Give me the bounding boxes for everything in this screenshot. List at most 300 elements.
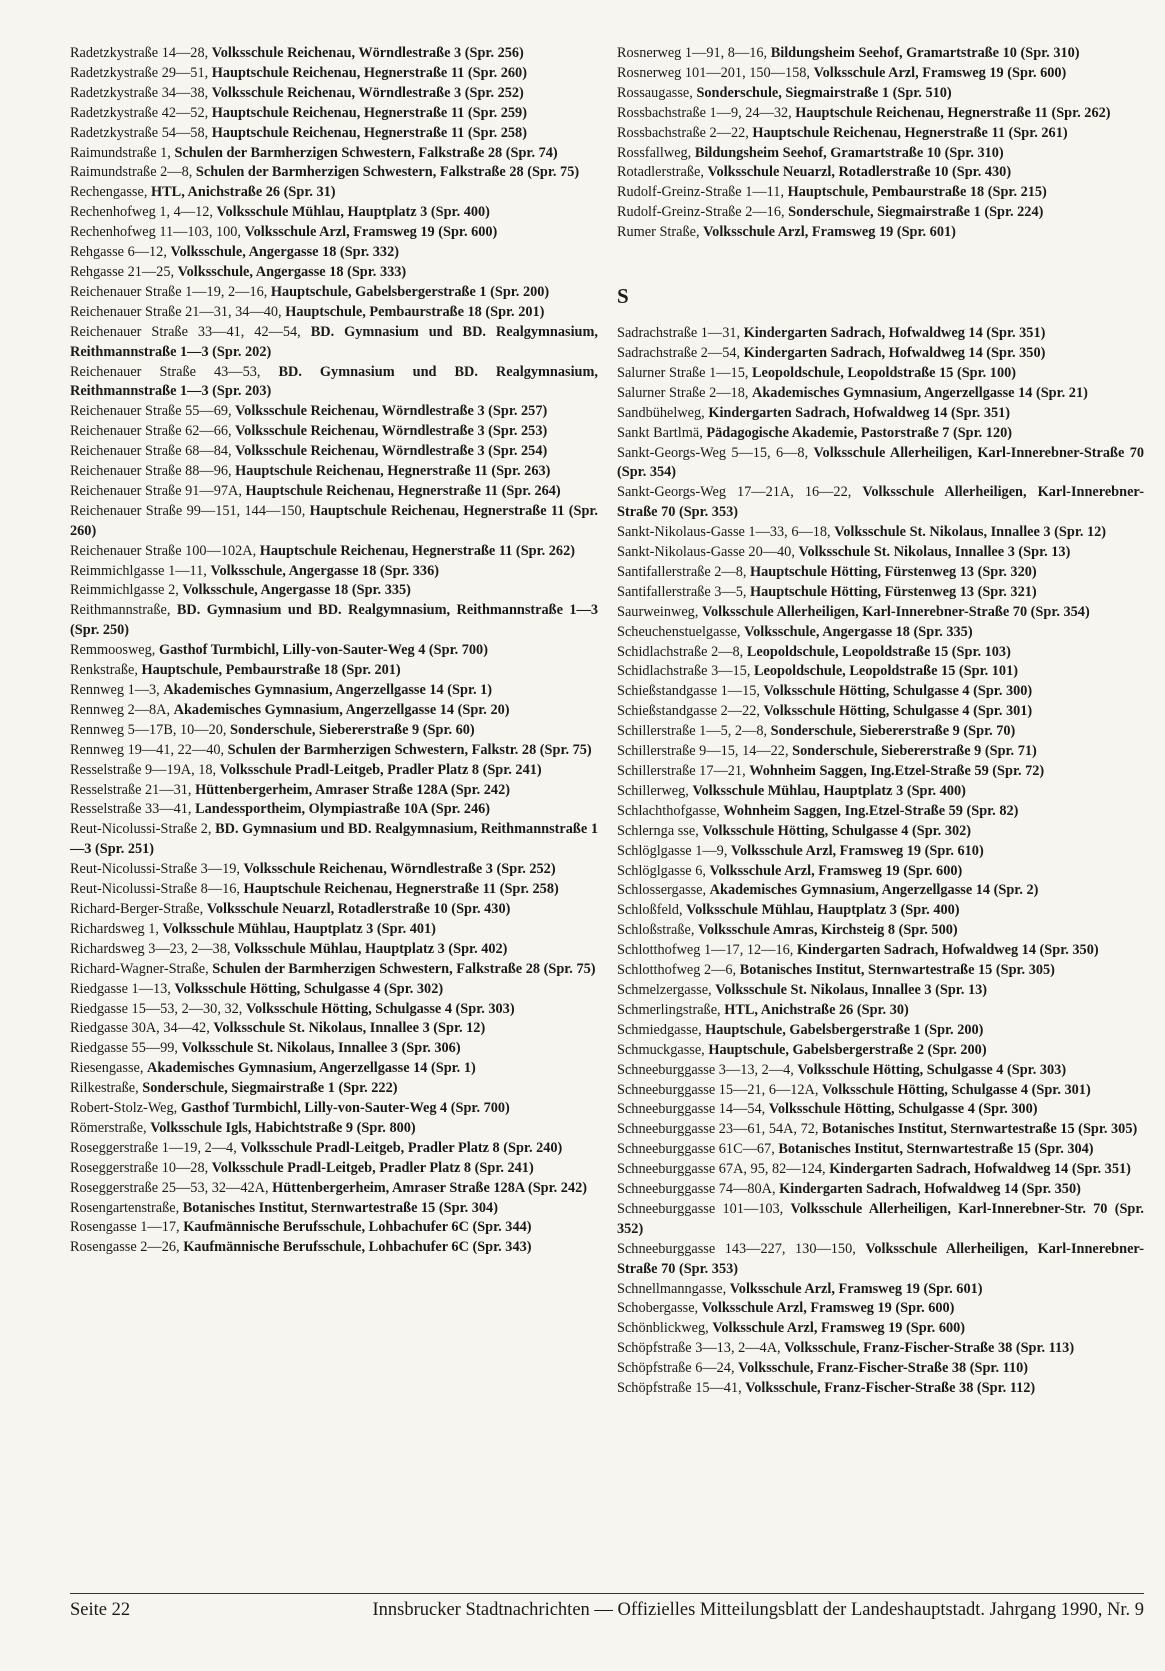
directory-entry [70,900,598,920]
entry-street: Radetzkystraße 14—28, [70,45,209,61]
entry-street: Schidlachstraße 3—15, [617,663,751,680]
entry-school: Hauptschule Reichenau, Hegnerstraße 11 (Spr. 260) [70,502,599,539]
entry-school: Volksschule Arzl, Framsweg 19 (Spr. 601) [703,224,956,241]
entry-school: Volksschule Allerheiligen, Karl-Innerebner-Straße 70 (Spr. 353) [617,484,1145,521]
entry-school: Hauptschule Reichenau, Hegnerstraße 11 (Spr. 262) [795,104,1111,121]
directory-entry [617,1359,1144,1379]
entry-school: Volksschule, Franz-Fischer-Straße 38 (Spr. 113) [784,1340,1075,1357]
directory-entry [617,324,1144,344]
entry-street: Rehgasse 21—25, [70,263,175,280]
entry-school: Volksschule Hötting, Schulgasse 4 (Spr. 302) [702,822,972,839]
directory-entry [70,601,598,641]
directory-entry [617,842,1144,862]
directory-entry [70,283,598,303]
entry-school: Leopoldschule, Leopoldstraße 15 (Spr. 100) [752,364,1017,381]
directory-entry [617,722,1144,742]
entry-school: Volksschule Hötting, Schulgasse 4 (Spr. 303) [245,1000,515,1017]
entry-school: Volksschule St. Nikolaus, Innallee 3 (Spr. 306) [181,1040,461,1057]
entry-school: Volksschule Reichenau, Wörndlestraße 3 (Spr. 253) [235,423,548,440]
directory-entry [617,643,1144,663]
directory-entry [70,64,598,84]
entry-street: Scheuchenstuelgasse, [617,623,741,640]
directory-entry [70,1119,598,1139]
entry-school: Kindergarten Sadrach, Hofwaldweg 14 (Spr. 350) [796,942,1099,959]
entry-street: Rossfallweg, [617,144,692,161]
entry-school: Schulen der Barmherzigen Schwestern, Falkstraße 28 (Spr. 75) [212,960,596,977]
entry-street: Renkstraße, [70,662,138,679]
entry-street: Roseggerstraße 25—53, 32—42A, [70,1179,269,1196]
entry-school: Hüttenbergerheim, Amraser Straße 128A (Spr. 242) [272,1179,588,1196]
entry-school: Volksschule Neuarzl, Rotadlerstraße 10 (Spr. 430) [707,164,1012,181]
entry-street: Rossaugasse, [617,84,693,101]
entry-school: Volksschule Arzl, Framsweg 19 (Spr. 601) [729,1280,983,1297]
directory-entry [70,223,598,243]
directory-entry [70,681,598,701]
entry-school: HTL, Anichstraße 26 (Spr. 31) [151,184,336,201]
entry-school: Hauptschule, Pembaurstraße 18 (Spr. 201) [285,303,545,320]
entry-school: Volksschule Arzl, Framsweg 19 (Spr. 600) [701,1300,955,1317]
entry-street: Radetzkystraße 29—51, [70,64,209,81]
directory-entry [617,941,1144,961]
directory-entry [70,721,598,741]
entry-school: Hauptschule Reichenau, Hegnerstraße 11 (Spr. 260) [211,64,527,81]
entry-school: Volksschule Allerheiligen, Karl-Innerebner-Straße 70 (Spr. 354) [701,603,1090,620]
entry-school: Volksschule Hötting, Schulgasse 4 (Spr. 301) [763,703,1033,720]
entry-street: Salurner Straße 1—15, [617,364,749,381]
entry-street: Schlöglgasse 6, [617,862,706,879]
entry-street: Schmelzergasse, [617,981,712,998]
entry-street: Reichenauer Straße 62—66, [70,423,232,440]
entry-street: Salurner Straße 2—18, [617,384,749,401]
directory-entry [617,124,1144,144]
entry-school: Volksschule St. Nikolaus, Innallee 3 (Spr. 12) [834,524,1107,541]
entry-street: Reichenauer Straße 1—19, 2—16, [70,283,268,300]
entry-street: Rechengasse, [70,184,148,201]
entry-school: Hauptschule, Pembaurstraße 18 (Spr. 215) [787,184,1047,201]
entry-school: Leopoldschule, Leopoldstraße 15 (Spr. 103) [746,643,1011,660]
entry-school: Kindergarten Sadrach, Hofwaldweg 14 (Spr. 351) [829,1161,1131,1178]
directory-entry [70,303,598,323]
directory-entry [617,1280,1144,1300]
entry-school: Landessportheim, Olympiastraße 10A (Spr. 246) [195,801,491,818]
directory-entry [617,1240,1144,1280]
entry-school: Kindergarten Sadrach, Hofwaldweg 14 (Spr. 350) [779,1181,1081,1198]
entry-school: Volksschule Pradl-Leitgeb, Pradler Platz 8 (Spr. 241) [211,1159,534,1176]
entry-street: Reichenauer Straße 88—96, [70,463,232,480]
entry-school: Volksschule St. Nikolaus, Innallee 3 (Spr. 13) [798,544,1071,561]
entry-school: Leopoldschule, Leopoldstraße 15 (Spr. 101) [753,663,1018,680]
directory-entry [70,84,598,104]
entry-school: Hauptschule Hötting, Fürstenweg 13 (Spr. 320) [750,563,1037,580]
entry-street: Reichenauer Straße 68—84, [70,443,232,460]
entry-street: Schillerstraße 1—5, 2—8, [617,723,768,740]
directory-entry [617,1200,1144,1240]
entry-street: Sadrachstraße 1—31, [617,325,741,342]
entry-street: Schloßstraße, [617,922,695,939]
entry-street: Reichenauer Straße 21—31, 34—40, [70,303,282,320]
entry-street: Schneeburggasse 61C—67, [617,1141,775,1158]
entry-school: BD. Gymnasium und BD. Realgymnasium, Reithmannstraße 1—3 (Spr. 202) [70,323,598,360]
entry-street: Sankt Bartlmä, [617,424,703,441]
entry-school: Gasthof Turmbichl, Lilly-von-Sauter-Weg 4 (Spr. 700) [158,642,488,659]
entry-street: Radetzkystraße 42—52, [70,104,209,121]
entry-street: Riedgasse 1—13, [70,980,171,997]
entry-street: Rennweg 19—41, 22—40, [70,741,225,758]
directory-entry [70,144,598,164]
directory-entry [617,563,1144,583]
entry-school: Volksschule Mühlau, Hauptplatz 3 (Spr. 402) [234,940,508,957]
directory-entry [617,921,1144,941]
entry-school: Volksschule, Angergasse 18 (Spr. 333) [177,263,407,280]
directory-entry [617,802,1144,822]
entry-street: Reimmichlgasse 1—11, [70,562,207,579]
entry-school: Volksschule, Angergasse 18 (Spr. 335) [744,623,973,640]
entry-school: Volksschule Arzl, Framsweg 19 (Spr. 600) [244,224,498,241]
directory-entry [617,364,1144,384]
directory-entry [617,1041,1144,1061]
directory-entry [70,462,598,482]
entry-street: Robert-Stolz-Weg, [70,1100,178,1117]
directory-entry [617,1299,1144,1319]
directory-entry [70,940,598,960]
entry-street: Schobergasse, [617,1300,699,1317]
directory-entry [617,444,1144,484]
directory-entry [70,920,598,940]
entry-school: BD. Gymnasium und BD. Realgymnasium, Reithmannstraße 1—3 (Spr. 203) [70,363,598,400]
directory-entry [617,901,1144,921]
entry-street: Reut-Nicolussi-Straße 8—16, [70,881,240,898]
entry-school: Kindergarten Sadrach, Hofwaldweg 14 (Spr. 351) [743,325,1046,342]
directory-entry [617,543,1144,563]
directory-entry [70,641,598,661]
directory-entry [70,741,598,761]
entry-street: Riesengasse, [70,1060,144,1077]
entry-street: Schlachthofgasse, [617,802,720,819]
entry-street: Schmuckgasse, [617,1041,705,1058]
directory-entry [70,860,598,880]
entry-school: Schulen der Barmherzigen Schwestern, Falkstraße 28 (Spr. 74) [174,144,558,161]
directory-entry [70,1139,598,1159]
entry-school: Volksschule, Angergasse 18 (Spr. 332) [170,244,399,261]
entry-school: Hauptschule Reichenau, Hegnerstraße 11 (Spr. 263) [235,463,551,480]
entry-school: BD. Gymnasium und BD. Realgymnasium, Reithmannstraße 1—3 (Spr. 250) [70,602,598,639]
entry-street: Schießstandgasse 1—15, [617,683,760,700]
directory-entry [617,1160,1144,1180]
entry-street: Rumer Straße, [617,224,700,241]
directory-entry [617,1081,1144,1101]
entry-street: Remmoosweg, [70,642,156,659]
directory-entry [70,363,598,403]
directory-entry [70,124,598,144]
entry-school: Volksschule, Franz-Fischer-Straße 38 (Spr. 110) [738,1360,1029,1377]
entry-street: Reichenauer Straße 91—97A, [70,482,242,499]
directory-entry [70,1059,598,1079]
entry-school: Volksschule Allerheiligen, Karl-Innerebner-Straße 70 (Spr. 354) [617,444,1144,481]
directory-entry [70,163,598,183]
entry-school: BD. Gymnasium und BD. Realgymnasium, Reithmannstraße 1—3 (Spr. 251) [70,821,599,858]
entry-street: Schöpfstraße 15—41, [617,1380,742,1397]
directory-entry [617,523,1144,543]
directory-entry [617,981,1144,1001]
entry-street: Reithmannstraße, [70,602,171,619]
right-column [617,44,1144,1399]
entry-street: Sankt-Nikolaus-Gasse 1—33, 6—18, [617,524,831,541]
directory-entry [70,980,598,1000]
entry-street: Richardsweg 3—23, 2—38, [70,940,231,957]
entry-street: Schillerweg, [617,782,689,799]
directory-entry [70,402,598,422]
directory-entry [617,822,1144,842]
directory-entry [617,483,1144,523]
directory-entry [617,64,1144,84]
entry-school: Kaufmännische Berufsschule, Lohbachufer 6C (Spr. 344) [183,1219,532,1236]
directory-entry [617,104,1144,124]
directory-entry [70,1159,598,1179]
entry-school: Volksschule Arzl, Framsweg 19 (Spr. 600) [813,64,1067,81]
entry-school: Volksschule Reichenau, Wörndlestraße 3 (Spr. 252) [211,84,524,101]
section-letter: S [617,284,629,309]
entry-school: Volksschule, Franz-Fischer-Straße 38 (Spr. 112) [745,1380,1036,1397]
directory-entry [617,1100,1144,1120]
entry-street: Rotadlerstraße, [617,164,704,181]
directory-entry [70,880,598,900]
entry-street: Schneeburggasse 14—54, [617,1101,766,1118]
directory-entry [617,881,1144,901]
right-column-s-entries [617,324,1144,1399]
entry-street: Sankt-Georgs-Weg 17—21A, 16—22, [617,484,852,501]
entry-street: Rehgasse 6—12, [70,244,167,261]
entry-school: Volksschule Pradl-Leitgeb, Pradler Platz 8 (Spr. 241) [219,761,542,778]
entry-school: Sonderschule, Siebererstraße 9 (Spr. 71) [792,743,1037,760]
entry-street: Schneeburggasse 143—227, 130—150, [617,1240,856,1257]
entry-school: Kindergarten Sadrach, Hofwaldweg 14 (Spr. 350) [743,344,1046,361]
entry-street: Resselstraße 21—31, [70,781,192,798]
entry-street: Santifallerstraße 2—8, [617,563,747,580]
directory-entry [617,1140,1144,1160]
entry-street: Richardsweg 1, [70,920,159,937]
entry-street: Reimmichlgasse 2, [70,582,179,599]
entry-school: Akademisches Gymnasium, Angerzellgasse 14 (Spr. 1) [163,682,493,698]
directory-entry [70,104,598,124]
entry-street: Rennweg 5—17B, 10—20, [70,721,227,738]
entry-street: Schneeburggasse 15—21, 6—12A, [617,1081,819,1098]
directory-entry [617,163,1144,183]
entry-school: Sonderschule, Siebererstraße 9 (Spr. 60) [230,721,475,738]
entry-school: Hauptschule, Gabelsbergerstraße 1 (Spr. 200) [705,1021,984,1038]
directory-entry [617,203,1144,223]
entry-school: Schulen der Barmherzigen Schwestern, Falkstr. 28 (Spr. 75) [227,741,592,758]
entry-school: Volksschule Hötting, Schulgasse 4 (Spr. 300) [763,683,1033,700]
entry-school: Kindergarten Sadrach, Hofwaldweg 14 (Spr. 351) [708,404,1011,421]
directory-entry [70,243,598,263]
directory-entry [617,384,1144,404]
directory-entry [70,542,598,562]
directory-entry [617,1001,1144,1021]
entry-school: HTL, Anichstraße 26 (Spr. 30) [724,1001,909,1018]
entry-school: Volksschule St. Nikolaus, Innallee 3 (Spr. 13) [715,981,988,998]
entry-school: Sonderschule, Siegmairstraße 1 (Spr. 224) [788,204,1044,221]
entry-school: Hauptschule, Gabelsbergerstraße 2 (Spr. 200) [708,1041,987,1058]
directory-entry [617,623,1144,643]
entry-street: Schlotthofweg 1—17, 12—16, [617,942,794,959]
entry-school: Volksschule Reichenau, Wörndlestraße 3 (Spr. 254) [235,443,548,460]
directory-entry [617,682,1144,702]
entry-street: Reichenauer Straße 55—69, [70,403,232,420]
entry-street: Schöpfstraße 6—24, [617,1360,735,1377]
entry-school: Volksschule Pradl-Leitgeb, Pradler Platz 8 (Spr. 240) [240,1139,563,1156]
entry-school: Wohnheim Saggen, Ing.Etzel-Straße 59 (Spr. 72) [749,763,1045,779]
entry-school: Hüttenbergerheim, Amraser Straße 128A (Spr. 242) [195,781,510,798]
entry-school: Botanisches Institut, Sternwartestraße 15 (Spr. 305) [822,1121,1138,1138]
entry-street: Reut-Nicolussi-Straße 2, [70,821,212,838]
entry-school: Akademisches Gymnasium, Angerzellgasse 14 (Spr. 21) [752,384,1088,401]
directory-entry [617,183,1144,203]
entry-street: Schöpfstraße 3—13, 2—4A, [617,1340,781,1357]
entry-school: Volksschule Hötting, Schulgasse 4 (Spr. 301) [822,1081,1091,1098]
entry-school: Pädagogische Akademie, Pastorstraße 7 (Spr. 120) [706,424,1013,441]
entry-school: Hauptschule Reichenau, Hegnerstraße 11 (Spr. 262) [259,542,575,559]
entry-street: Schießstandgasse 2—22, [617,703,760,720]
entry-street: Rosnerweg 1—91, 8—16, [617,45,768,61]
entry-school: Volksschule Mühlau, Hauptplatz 3 (Spr. 400) [692,782,966,799]
directory-entry [70,1179,598,1199]
entry-street: Schillerstraße 9—15, 14—22, [617,743,789,760]
entry-school: Volksschule Mühlau, Hauptplatz 3 (Spr. 400) [216,204,490,221]
directory-entry [617,84,1144,104]
entry-street: Roseggerstraße 10—28, [70,1159,209,1176]
entry-street: Reichenauer Straße 100—102A, [70,542,257,559]
entry-school: Volksschule, Angergasse 18 (Spr. 335) [182,582,411,599]
entry-school: Volksschule Reichenau, Wörndlestraße 3 (Spr. 257) [235,403,548,420]
directory-entry [617,404,1144,424]
directory-entry [70,203,598,223]
entry-street: Schönblickweg, [617,1320,709,1337]
entry-street: Schillerstraße 17—21, [617,763,746,779]
entry-street: Rosengartenstraße, [70,1199,180,1216]
entry-street: Schloßfeld, [617,902,683,919]
entry-school: Volksschule Mühlau, Hauptplatz 3 (Spr. 401) [162,920,436,937]
entry-street: Schmerlingstraße, [617,1001,721,1018]
entry-street: Rennweg 1—3, [70,682,160,698]
entry-school: Hauptschule Reichenau, Hegnerstraße 11 (Spr. 261) [752,124,1068,141]
entry-school: Akademisches Gymnasium, Angerzellgasse 14 (Spr. 1) [147,1060,476,1077]
directory-entry [617,424,1144,444]
entry-street: Resselstraße 9—19A, 18, [70,761,217,778]
directory-entry [617,1061,1144,1081]
entry-street: Rechenhofweg 11—103, 100, [70,224,241,241]
entry-school: Volksschule Arzl, Framsweg 19 (Spr. 600) [712,1320,966,1337]
directory-entry [617,1339,1144,1359]
directory-entry [70,701,598,721]
entry-street: Schneeburggasse 3—13, 2—4, [617,1061,794,1078]
directory-entry [617,344,1144,364]
entry-school: Volksschule Hötting, Schulgasse 4 (Spr. 300) [768,1101,1038,1118]
entry-street: Rudolf-Greinz-Straße 2—16, [617,204,785,221]
entry-street: Rosengasse 1—17, [70,1219,180,1236]
entry-street: Schneeburggasse 67A, 95, 82—124, [617,1161,826,1178]
entry-street: Radetzkystraße 34—38, [70,84,209,101]
entry-street: Raimundstraße 1, [70,144,171,161]
entry-street: Sankt-Nikolaus-Gasse 20—40, [617,544,795,561]
entry-school: Botanisches Institut, Sternwartestraße 15 (Spr. 304) [182,1199,498,1216]
page-footer [70,1593,1144,1620]
entry-street: Rudolf-Greinz-Straße 1—11, [617,184,785,201]
entry-street: Sankt-Georgs-Weg 5—15, 6—8, [617,444,809,461]
directory-entry [70,442,598,462]
entry-school: Volksschule Neuarzl, Rotadlerstraße 10 (Spr. 430) [206,900,511,917]
publication-line: Innsbrucker Stadtnachrichten — Offizielles Mitteilungsblatt der Landeshauptstadt. Jahrgang 1990, Nr. 9 [372,1600,1144,1620]
entry-street: Schlernga sse, [617,822,699,839]
entry-street: Römerstraße, [70,1119,147,1136]
entry-street: Richard-Berger-Straße, [70,900,204,917]
entry-street: Rilkestraße, [70,1080,139,1097]
entry-school: Volksschule Allerheiligen, Karl-Innerebner-Straße 70 (Spr. 353) [617,1240,1145,1277]
entry-school: Hauptschule Hötting, Fürstenweg 13 (Spr. 321) [750,583,1037,600]
directory-entry [70,781,598,801]
entry-school: Bildungsheim Seehof, Gramartstraße 10 (Spr. 310) [770,45,1080,61]
directory-entry [617,742,1144,762]
directory-entry [617,782,1144,802]
entry-street: Reut-Nicolussi-Straße 3—19, [70,861,240,878]
entry-street: Riedgasse 15—53, 2—30, 32, [70,1000,243,1017]
entry-street: Roseggerstraße 1—19, 2—4, [70,1139,237,1156]
entry-street: Rosnerweg 101—201, 150—158, [617,64,810,81]
directory-entry [617,1180,1144,1200]
entry-school: Sonderschule, Siegmairstraße 1 (Spr. 510) [696,84,952,101]
directory-entry [617,223,1144,243]
directory-entry [70,183,598,203]
directory-entry [70,1199,598,1219]
entry-street: Sadrachstraße 2—54, [617,344,741,361]
entry-street: Schlossergasse, [617,882,707,899]
entry-school: Gasthof Turmbichl, Lilly-von-Sauter-Weg 4 (Spr. 700) [180,1100,510,1117]
directory-entry [617,583,1144,603]
entry-school: Volksschule, Angergasse 18 (Spr. 336) [210,562,439,579]
directory-entry [70,581,598,601]
entry-school: Akademisches Gymnasium, Angerzellgasse 14 (Spr. 2) [709,882,1039,899]
entry-street: Schidlachstraße 2—8, [617,643,744,660]
entry-school: Volksschule Reichenau, Wörndlestraße 3 (Spr. 252) [243,861,556,878]
entry-school: Bildungsheim Seehof, Gramartstraße 10 (Spr. 310) [694,144,1004,161]
directory-entry [70,1079,598,1099]
entry-school: Akademisches Gymnasium, Angerzellgasse 14 (Spr. 20) [173,701,510,718]
entry-school: Hauptschule Reichenau, Hegnerstraße 11 (Spr. 258) [211,124,527,141]
directory-entry [70,422,598,442]
directory-entry [70,761,598,781]
entry-school: Volksschule Hötting, Schulgasse 4 (Spr. 302) [174,980,444,997]
entry-school: Botanisches Institut, Sternwartestraße 15 (Spr. 304) [778,1141,1094,1158]
directory-entry [70,661,598,681]
entry-school: Volksschule Arzl, Framsweg 19 (Spr. 600) [709,862,963,879]
entry-school: Sonderschule, Siebererstraße 9 (Spr. 70) [770,723,1016,740]
directory-entry [617,144,1144,164]
directory-entry [70,1000,598,1020]
entry-school: Hauptschule, Pembaurstraße 18 (Spr. 201) [141,662,401,679]
entry-school: Wohnheim Saggen, Ing.Etzel-Straße 59 (Spr. 82) [723,802,1019,819]
directory-entry [617,702,1144,722]
directory-entry [70,323,598,363]
directory-entry [70,44,598,64]
entry-school: Volksschule Reichenau, Wörndlestraße 3 (Spr. 256) [211,45,524,61]
directory-entry [70,562,598,582]
directory-entry [617,662,1144,682]
entry-street: Raimundstraße 2—8, [70,164,193,181]
entry-school: Volksschule Igls, Habichtstraße 9 (Spr. 800) [150,1119,416,1136]
directory-entry [70,482,598,502]
entry-street: Richard-Wagner-Straße, [70,960,209,977]
entry-street: Schneeburggasse 101—103, [617,1200,784,1217]
entry-school: Hauptschule Reichenau, Hegnerstraße 11 (Spr. 264) [245,482,561,499]
